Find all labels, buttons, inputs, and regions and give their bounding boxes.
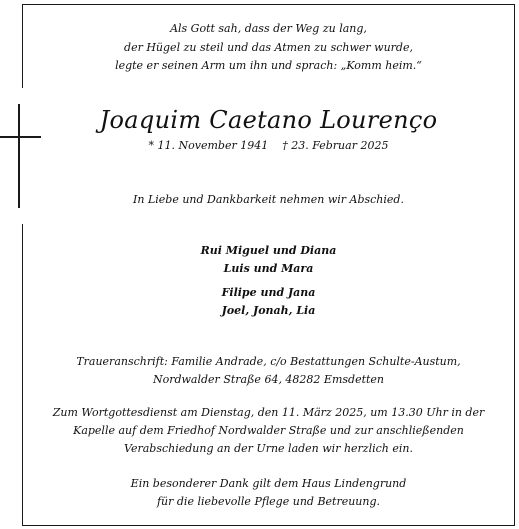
poem-line-2: der Hügel zu steil und das Atmen zu schwer wurde, <box>124 41 413 54</box>
service-line-1: Zum Wortgottesdienst am Dienstag, den 11. März 2025, um 13.30 Uhr in der <box>52 406 485 419</box>
family-line: Luis und Mara <box>223 262 314 275</box>
service-line-3: Verabschiedung an der Urne laden wir herzlich ein. <box>124 442 413 455</box>
address-line-1: Traueranschrift: Familie Andrade, c/o Bestattungen Schulte-Austum, <box>76 355 461 368</box>
poem-line-3: legte er seinen Arm um ihn und sprach: „Komm heim.“ <box>115 59 422 72</box>
life-dates: * 11. November 1941 † 23. Februar 2025 <box>148 139 389 152</box>
family-line: Rui Miguel und Diana <box>200 244 337 257</box>
poem-line-1: Als Gott sah, dass der Weg zu lang, <box>170 22 367 35</box>
deceased-name: Joaquim Caetano Lourenço <box>99 106 438 134</box>
thanks-line-2: für die liebevolle Pflege und Betreuung. <box>156 495 381 508</box>
thanks-line-1: Ein besonderer Dank gilt dem Haus Lindengrund <box>130 477 407 490</box>
address-line-2: Nordwalder Straße 64, 48282 Emsdetten <box>152 373 385 386</box>
cross-icon-horizontal <box>0 136 41 138</box>
family-line: Filipe und Jana <box>221 286 316 299</box>
farewell-text: In Liebe und Dankbarkeit nehmen wir Abschied. <box>133 193 404 206</box>
service-line-2: Kapelle auf dem Friedhof Nordwalder Straße und zur anschließenden <box>73 424 464 437</box>
family-line: Joel, Jonah, Lia <box>221 304 316 317</box>
cross-icon-vertical <box>18 104 20 208</box>
